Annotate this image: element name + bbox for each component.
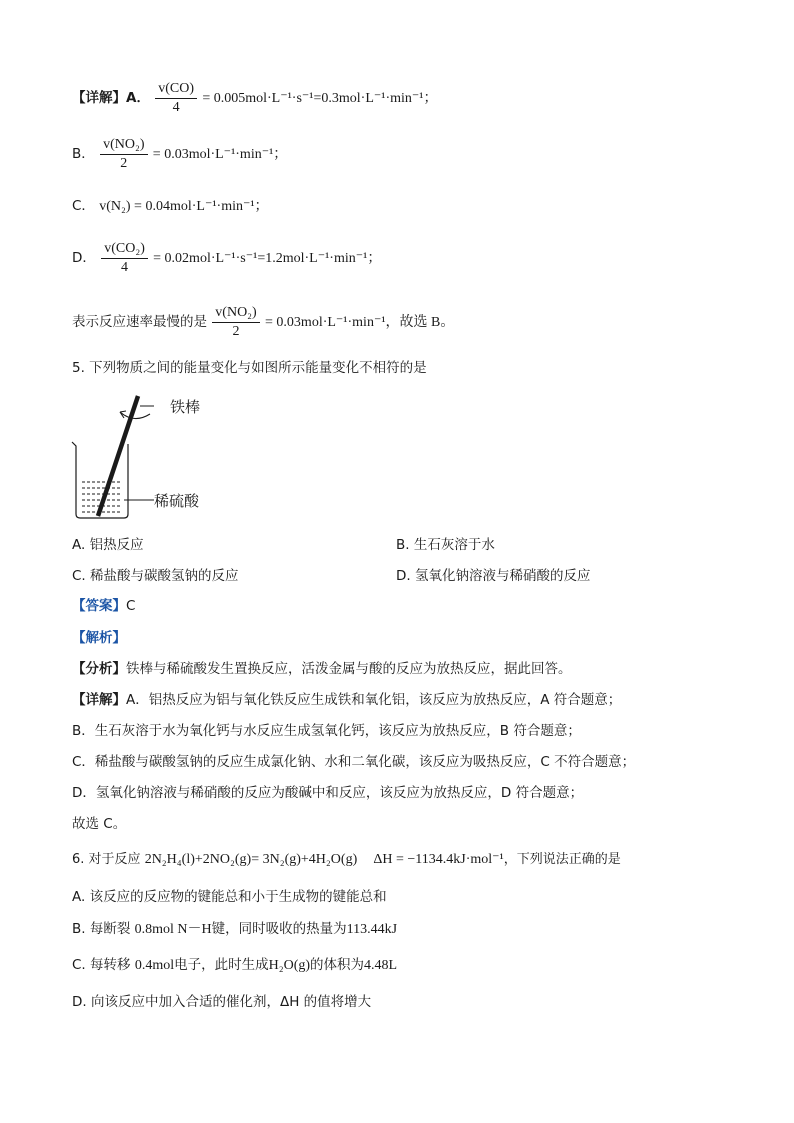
iron-rod <box>98 396 138 516</box>
label-dilute-sulfuric-acid: 稀硫酸 <box>154 492 200 510</box>
detail-tag: 【详解】 <box>72 692 126 708</box>
beaker-figure <box>62 392 232 522</box>
question-5-stem: 5. 下列物质之间的能量变化与如图所示能量变化不相符的是 <box>72 360 427 376</box>
beaker-diagram <box>62 392 232 522</box>
fenxi-text: 铁棒与稀硫酸发生置换反应，活泼金属与酸的反应为放热反应，据此回答。 <box>126 661 572 677</box>
q5-option-c: C. 稀盐酸与碳酸氢钠的反应 <box>72 568 239 584</box>
rate-d-value: = 0.02mol·L⁻¹·s⁻¹=1.2mol·L⁻¹·min⁻¹； <box>153 251 382 266</box>
conclusion-prefix: 表示反应速率最慢的是 <box>72 314 207 330</box>
fraction-a <box>155 80 197 116</box>
fraction-d <box>101 240 148 276</box>
fraction-b-numerator: v(NO₂) <box>100 136 147 155</box>
q6-stem-prefix: 6. 对于反应 <box>72 852 141 867</box>
fraction-a-denominator: 4 <box>172 100 180 115</box>
rate-line-c <box>72 196 269 217</box>
analysis-tag: 【解析】 <box>72 630 126 646</box>
q6-delta-h: ΔH = −1134.4kJ·mol⁻¹ <box>373 852 504 867</box>
q6-option-d: D. 向该反应中加入合适的催化剂，ΔH 的值将增大 <box>72 994 372 1010</box>
fraction-conclusion-denominator: 2 <box>232 324 240 339</box>
conclusion-value: = 0.03mol·L⁻¹·min⁻¹，故选 B。 <box>265 315 455 330</box>
q5-option-b: B. 生石灰溶于水 <box>396 537 495 553</box>
rate-line-b <box>72 136 287 172</box>
q5-detail-a <box>72 690 621 710</box>
q5-detail-c: C．稀盐酸与碳酸氢钠的反应生成氯化钠、水和二氧化碳，该反应为吸热反应，C 不符合题意； <box>72 754 636 770</box>
q6-c-mid: 电子，此时生成 <box>174 957 269 973</box>
fraction-a-numerator: v(CO) <box>155 80 197 99</box>
q6-c-formula: H₂O(g) <box>268 958 311 973</box>
q6-c-math: 0.4mol <box>134 958 175 973</box>
q6-b-mid: 键，同时吸收的热量为 <box>211 921 347 937</box>
q5-conclusion: 故选 C。 <box>72 816 127 832</box>
fraction-conclusion <box>212 304 259 340</box>
fraction-d-numerator: v(CO₂) <box>101 240 148 259</box>
q5-fenxi <box>72 659 572 679</box>
q5-detail-d: D．氢氧化钠溶液与稀硝酸的反应为酸碱中和反应，该反应为放热反应，D 符合题意； <box>72 785 584 801</box>
q6-b-value: 113.44kJ <box>346 922 398 937</box>
q5-option-d: D. 氢氧化钠溶液与稀硝酸的反应 <box>396 568 591 584</box>
q5-analysis-heading <box>72 628 126 648</box>
fraction-conclusion-numerator: v(NO₂) <box>212 304 259 323</box>
rate-a-value: = 0.005mol·L⁻¹·s⁻¹=0.3mol·L⁻¹·min⁻¹； <box>202 91 438 106</box>
q6-equation: 2N₂H₄(l)+2NO₂(g)= 3N₂(g)+4H₂O(g) <box>144 852 358 867</box>
q6-c-mid2: 的体积为 <box>310 957 365 973</box>
rate-b-prefix: B． <box>72 146 95 162</box>
fraction-d-denominator: 4 <box>121 260 129 275</box>
rate-line-a <box>72 80 438 116</box>
rotation-arrow <box>120 412 150 419</box>
q6-c-value: 4.48L <box>364 958 398 973</box>
rate-d-prefix: D． <box>72 250 96 266</box>
rate-b-value: = 0.03mol·L⁻¹·min⁻¹； <box>152 147 288 162</box>
q6-b-math: 0.8mol N－H <box>134 922 212 937</box>
rate-c-value: v(N₂) = 0.04mol·L⁻¹·min⁻¹； <box>99 199 269 214</box>
detail-a-text: A．铝热反应为铝与氧化铁反应生成铁和氧化铝，该反应为放热反应，A 符合题意； <box>126 692 622 708</box>
q6-c-prefix: C. 每转移 <box>72 957 131 973</box>
q5-answer <box>72 596 135 616</box>
q6-option-a: A. 该反应的反应物的键能总和小于生成物的键能总和 <box>72 889 387 905</box>
rate-conclusion <box>72 304 454 340</box>
detail-tag-a: 【详解】A． <box>72 90 150 106</box>
fraction-b-denominator: 2 <box>120 156 128 171</box>
q5-detail-b: B．生石灰溶于水为氧化钙与水反应生成氢氧化钙，该反应为放热反应，B 符合题意； <box>72 723 581 739</box>
q6-option-c <box>72 955 397 976</box>
answer-value: C <box>126 598 136 614</box>
fenxi-tag: 【分析】 <box>72 661 126 677</box>
rate-line-d <box>72 240 381 276</box>
rate-c-prefix: C． <box>72 198 95 214</box>
q6-b-prefix: B. 每断裂 <box>72 921 131 937</box>
q6-option-b <box>72 919 397 940</box>
q5-option-a: A. 铝热反应 <box>72 537 144 553</box>
answer-tag: 【答案】 <box>72 598 126 614</box>
fraction-b <box>100 136 147 172</box>
question-6-stem <box>72 850 621 870</box>
q6-stem-suffix: ，下列说法正确的是 <box>503 852 621 867</box>
label-iron-rod: 铁棒 <box>170 398 201 416</box>
